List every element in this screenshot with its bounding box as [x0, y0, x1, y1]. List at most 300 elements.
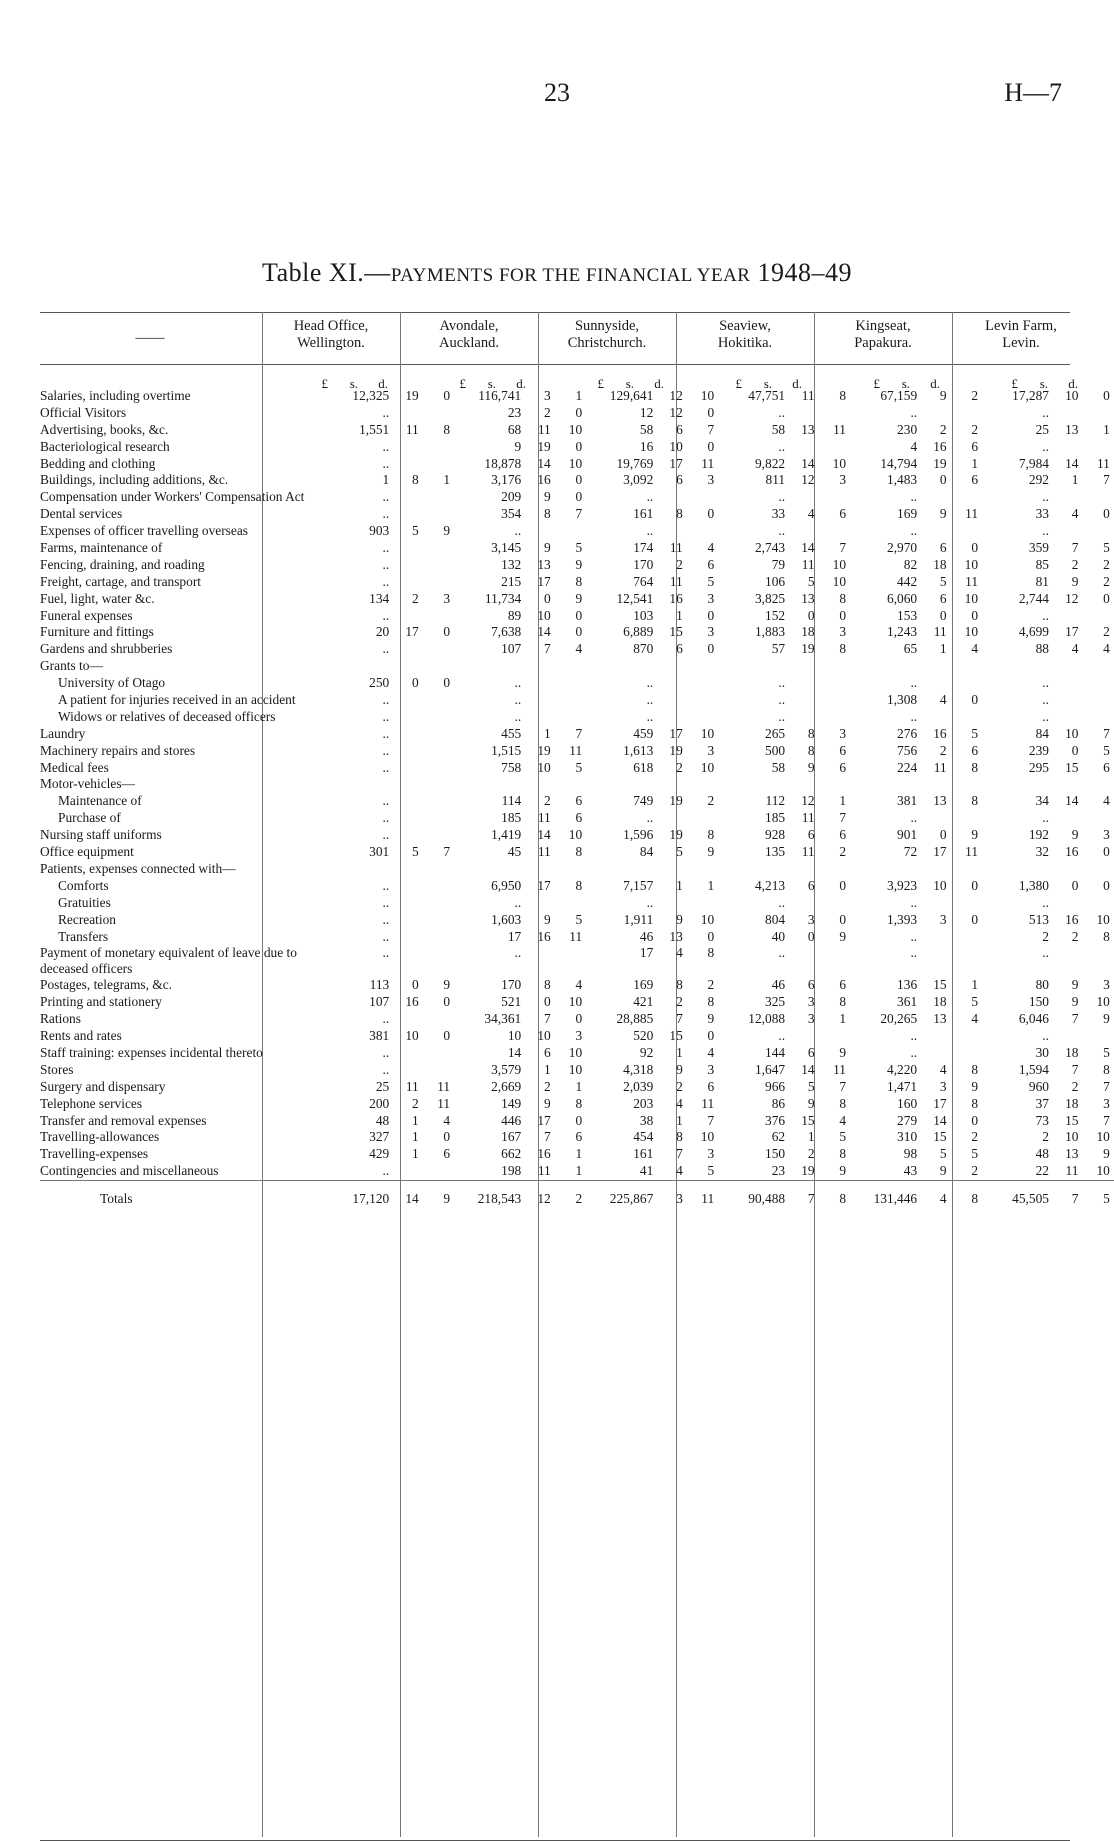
- cell-gap: [1110, 1062, 1114, 1079]
- pence-cell: [551, 776, 582, 793]
- pounds-cell: 32: [1035, 844, 1049, 860]
- pence-cell: 1: [839, 1011, 847, 1027]
- pence-cell: 8: [947, 1181, 978, 1208]
- pence-cell: 0: [1103, 590, 1110, 606]
- shillings-cell: [785, 895, 814, 912]
- shillings-cell: 14: [537, 827, 551, 843]
- shillings-cell: [1049, 895, 1078, 912]
- cell-gap: [1110, 1079, 1114, 1096]
- pence-cell: 9: [1103, 1146, 1110, 1162]
- pence-cell: [419, 557, 450, 574]
- pounds-cell: [982, 658, 1049, 675]
- shillings-cell: [1049, 439, 1078, 456]
- row-label: Laundry: [40, 725, 86, 741]
- pence-cell: [551, 945, 582, 977]
- pounds-cell: 2,970: [887, 540, 918, 556]
- pence-cell: 5: [575, 911, 583, 927]
- pence-cell: [1078, 523, 1109, 540]
- pounds-cell: 46: [771, 977, 786, 993]
- pounds-cell: 662: [501, 1146, 522, 1162]
- shillings-cell: 19: [669, 827, 683, 843]
- pounds-cell: 114: [501, 793, 522, 809]
- cell-gap: [1110, 726, 1114, 743]
- shillings-cell: [917, 405, 946, 422]
- column-header: [678, 318, 812, 352]
- shillings-cell: [1049, 608, 1078, 625]
- pounds-cell: ..: [646, 489, 654, 505]
- pounds-cell: ..: [382, 911, 390, 927]
- pence-cell: 0: [707, 438, 715, 454]
- pounds-cell: 804: [765, 911, 786, 927]
- cell-gap: [1110, 692, 1114, 709]
- table-row: [40, 1011, 1114, 1028]
- pence-cell: [815, 692, 846, 709]
- shillings-cell: 7: [1049, 1181, 1078, 1208]
- pence-cell: [419, 405, 450, 422]
- shillings-cell: 9: [544, 489, 551, 505]
- pence-cell: [1078, 489, 1109, 506]
- row-label: Bacteriological research: [40, 438, 170, 454]
- column-header-place: Auckland.: [439, 335, 499, 351]
- shillings-cell: 0: [939, 472, 947, 488]
- shillings-cell: [389, 608, 418, 625]
- pence-cell: 7: [839, 540, 847, 556]
- cell-gap: [1110, 912, 1114, 929]
- pounds-cell: ..: [382, 742, 390, 758]
- pounds-cell: 170: [501, 977, 522, 993]
- pence-cell: 8: [707, 945, 715, 961]
- pounds-cell: 150: [765, 1146, 786, 1162]
- shillings-cell: 11: [933, 759, 947, 775]
- pounds-cell: 429: [369, 1146, 390, 1162]
- cell-gap: [1110, 540, 1114, 557]
- pounds-cell: 12,088: [748, 1011, 786, 1027]
- shillings-cell: 14: [537, 455, 551, 471]
- table-row: [40, 472, 1114, 489]
- pounds-cell: 17: [507, 928, 522, 944]
- row-label: Grants to—: [40, 658, 103, 674]
- shillings-cell: 17: [537, 1112, 551, 1128]
- pounds-cell: 46: [639, 928, 654, 944]
- pounds-cell: 28,885: [616, 1011, 654, 1027]
- pounds-cell: 520: [633, 1028, 654, 1044]
- pounds-cell: 265: [765, 725, 786, 741]
- pence-cell: 10: [964, 590, 979, 606]
- row-label: A patient for injuries received in an accident: [58, 692, 296, 708]
- shillings-cell: 11: [537, 421, 551, 437]
- pounds-cell: ..: [910, 523, 918, 539]
- shillings-cell: [785, 692, 814, 709]
- corner-dash: ——: [135, 330, 165, 346]
- pounds-cell: ..: [382, 1163, 390, 1179]
- pounds-cell: [454, 658, 521, 675]
- pence-cell: 8: [575, 877, 583, 893]
- cell-gap: [1110, 1011, 1114, 1028]
- shillings-cell: 14: [801, 1061, 815, 1077]
- pounds-cell: 6,950: [491, 877, 522, 893]
- pounds-cell: ..: [910, 489, 918, 505]
- pence-cell: 0: [443, 388, 451, 403]
- pence-cell: [419, 827, 450, 844]
- shillings-cell: 7: [676, 1011, 683, 1027]
- unit-pounds: £: [321, 376, 328, 391]
- pence-cell: 5: [839, 1129, 847, 1145]
- pounds-cell: 500: [765, 742, 786, 758]
- table-row: [40, 861, 1114, 878]
- shillings-cell: 0: [544, 994, 551, 1010]
- pounds-cell: 152: [765, 607, 786, 623]
- pence-cell: [551, 709, 582, 726]
- pounds-cell: ..: [778, 438, 786, 454]
- shillings-cell: [521, 709, 550, 726]
- shillings-cell: 17: [1065, 624, 1079, 640]
- pounds-cell: 185: [765, 810, 786, 826]
- column-header-name: Levin Farm,: [985, 318, 1057, 334]
- shillings-cell: [1049, 489, 1078, 506]
- document-reference: H—7: [1004, 78, 1062, 107]
- pence-cell: 5: [1103, 742, 1110, 758]
- pence-cell: 2: [1103, 556, 1110, 572]
- shillings-cell: 1: [676, 877, 683, 893]
- pence-cell: [419, 810, 450, 827]
- row-label: Travelling-expenses: [40, 1146, 149, 1162]
- pounds-cell: ..: [382, 877, 390, 893]
- pounds-cell: ..: [382, 1044, 390, 1060]
- pounds-cell: ..: [514, 945, 522, 961]
- table-row: [40, 574, 1114, 591]
- row-label: Transfer and removal expenses: [40, 1112, 207, 1128]
- pence-cell: 5: [971, 725, 979, 741]
- cell-gap: [1110, 827, 1114, 844]
- cell-gap: [1110, 557, 1114, 574]
- shillings-cell: [521, 675, 550, 692]
- pence-cell: 7: [1103, 472, 1110, 488]
- pounds-cell: 218,543: [454, 1181, 521, 1208]
- shillings-cell: 13: [933, 793, 947, 809]
- pounds-cell: 17: [639, 945, 654, 961]
- pounds-cell: 17,287: [1012, 388, 1049, 403]
- pence-cell: 10: [700, 725, 715, 741]
- shillings-cell: 0: [939, 607, 947, 623]
- pence-cell: [419, 1062, 450, 1079]
- pounds-cell: 12,541: [616, 590, 654, 606]
- pounds-cell: 12,325: [352, 388, 390, 403]
- pounds-cell: 359: [1028, 540, 1049, 556]
- pence-cell: 5: [707, 573, 715, 589]
- unit-pence: d.: [654, 376, 664, 391]
- shillings-cell: 10: [537, 759, 551, 775]
- pence-cell: [419, 929, 450, 946]
- pounds-cell: 25: [1035, 421, 1049, 437]
- pounds-cell: 45,505: [982, 1181, 1049, 1208]
- pence-cell: 8: [815, 1181, 846, 1208]
- pounds-cell: ..: [382, 692, 390, 708]
- unit-pounds: £: [597, 376, 604, 391]
- unit-pounds: £: [735, 376, 742, 391]
- pence-cell: 8: [575, 844, 583, 860]
- pounds-cell: 132: [501, 556, 522, 572]
- pounds-cell: ..: [1042, 945, 1049, 961]
- pounds-cell: 1,483: [887, 472, 918, 488]
- shillings-cell: [917, 810, 946, 827]
- shillings-cell: 16: [669, 590, 683, 606]
- pounds-cell: 276: [897, 725, 918, 741]
- cell-gap: [1110, 1146, 1114, 1163]
- shillings-cell: 12: [669, 404, 683, 420]
- pence-cell: [1078, 861, 1109, 878]
- pence-cell: [419, 793, 450, 810]
- shillings-cell: 11: [669, 540, 683, 556]
- row-label: Bedding and clothing: [40, 455, 156, 471]
- pence-cell: 10: [700, 911, 715, 927]
- shillings-cell: [917, 895, 946, 912]
- pence-cell: [683, 523, 714, 540]
- cell-gap: [1110, 675, 1114, 692]
- shillings-cell: 19: [801, 641, 815, 657]
- pence-cell: 0: [575, 1112, 583, 1128]
- pounds-cell: 225,867: [586, 1181, 653, 1208]
- table-row: [40, 658, 1114, 675]
- shillings-cell: 15: [1065, 759, 1079, 775]
- pence-cell: 0: [575, 1011, 583, 1027]
- shillings-cell: [389, 827, 418, 844]
- pounds-cell: ..: [778, 489, 786, 505]
- pounds-cell: 749: [633, 793, 654, 809]
- shillings-cell: [785, 523, 814, 540]
- shillings-cell: 3: [544, 388, 551, 403]
- pounds-cell: 250: [369, 675, 390, 691]
- shillings-cell: 11: [537, 844, 551, 860]
- pence-cell: 0: [971, 1112, 979, 1128]
- shillings-cell: 3: [653, 1181, 682, 1208]
- unit-pounds: £: [873, 376, 880, 391]
- shillings-cell: 17: [405, 624, 419, 640]
- pounds-cell: [322, 776, 389, 793]
- pounds-cell: 57: [771, 641, 786, 657]
- pence-cell: 0: [971, 911, 979, 927]
- pence-cell: 11: [701, 455, 715, 471]
- pounds-cell: 73: [1035, 1112, 1049, 1128]
- shillings-cell: 10: [1065, 1129, 1079, 1145]
- pence-cell: 10: [964, 556, 979, 572]
- pounds-cell: 38: [639, 1112, 654, 1128]
- cell-gap: [1110, 994, 1114, 1011]
- pounds-cell: 1,243: [887, 624, 918, 640]
- table-row: [40, 624, 1114, 641]
- shillings-cell: 13: [669, 928, 683, 944]
- pounds-cell: 764: [633, 573, 654, 589]
- table-row: [40, 912, 1114, 929]
- pounds-cell: 1,380: [1018, 877, 1049, 893]
- pounds-cell: ..: [910, 928, 918, 944]
- pence-cell: 9: [839, 1163, 847, 1179]
- pounds-cell: 901: [897, 827, 918, 843]
- shillings-cell: 2: [412, 1095, 419, 1111]
- pounds-cell: 513: [1028, 911, 1049, 927]
- pence-cell: 0: [707, 641, 715, 657]
- shillings-cell: [389, 658, 418, 675]
- pounds-cell: 455: [501, 725, 522, 741]
- pence-cell: 10: [1096, 911, 1110, 927]
- table-row: [40, 1028, 1114, 1045]
- pounds-cell: 20,265: [880, 1011, 918, 1027]
- row-label: Official Visitors: [40, 404, 127, 420]
- title-year: 1948–49: [757, 258, 852, 287]
- shillings-cell: [917, 945, 946, 977]
- pence-cell: 6: [839, 759, 847, 775]
- pounds-cell: 325: [765, 994, 786, 1010]
- pence-cell: [947, 945, 978, 977]
- row-label: Patients, expenses connected with—: [40, 860, 236, 876]
- pounds-cell: 150: [1028, 994, 1049, 1010]
- pence-cell: 11: [833, 421, 847, 437]
- pence-cell: [419, 878, 450, 895]
- shillings-cell: 17: [669, 455, 683, 471]
- shillings-cell: 4: [939, 1061, 947, 1077]
- cell-gap: [1110, 1113, 1114, 1130]
- pence-cell: [1078, 945, 1109, 977]
- cell-gap: [1110, 574, 1114, 591]
- shillings-cell: 5: [939, 1146, 947, 1162]
- shillings-cell: 2: [412, 590, 419, 606]
- pounds-cell: 4: [910, 438, 918, 454]
- shillings-cell: [653, 675, 682, 692]
- pounds-cell: 758: [501, 759, 522, 775]
- pence-cell: [683, 692, 714, 709]
- pounds-cell: 6,060: [887, 590, 918, 606]
- pounds-cell: [850, 776, 917, 793]
- table-row: [40, 1113, 1114, 1130]
- shillings-cell: 14: [1065, 455, 1079, 471]
- table-row: [40, 692, 1114, 709]
- pence-cell: 7: [1103, 1078, 1110, 1094]
- column-header: [402, 318, 536, 352]
- pounds-cell: ..: [778, 1028, 786, 1044]
- pence-cell: 3: [443, 590, 451, 606]
- cell-gap: [1110, 388, 1114, 405]
- pounds-cell: 33: [1035, 506, 1049, 522]
- shillings-cell: 1: [1071, 472, 1079, 488]
- pounds-cell: 58: [771, 421, 786, 437]
- table-row: [40, 994, 1114, 1011]
- pence-cell: [815, 489, 846, 506]
- pence-cell: 0: [707, 1028, 715, 1044]
- pence-cell: 11: [701, 1095, 715, 1111]
- table-row: [40, 1146, 1114, 1163]
- pence-cell: [419, 1163, 450, 1180]
- table-row: [40, 895, 1114, 912]
- shillings-cell: 9: [676, 911, 683, 927]
- pence-cell: 1: [443, 472, 451, 488]
- table-row: [40, 506, 1114, 523]
- table-row: [40, 726, 1114, 743]
- pounds-cell: ..: [1042, 708, 1049, 724]
- shillings-cell: [1049, 692, 1078, 709]
- shillings-cell: 11: [933, 624, 947, 640]
- shillings-cell: 7: [544, 1011, 551, 1027]
- table-row: [40, 1163, 1114, 1180]
- pounds-cell: ..: [382, 928, 390, 944]
- pence-cell: 7: [575, 506, 583, 522]
- pounds-cell: ..: [910, 810, 918, 826]
- pounds-cell: 1,515: [491, 742, 522, 758]
- shillings-cell: [389, 793, 418, 810]
- pence-cell: 9: [443, 523, 451, 539]
- shillings-cell: 2: [544, 404, 551, 420]
- pounds-cell: ..: [382, 708, 390, 724]
- shillings-cell: 5: [676, 844, 683, 860]
- pence-cell: [815, 895, 846, 912]
- pence-cell: 2: [971, 388, 979, 403]
- pence-cell: [683, 675, 714, 692]
- pence-cell: [815, 405, 846, 422]
- table-row: [40, 1062, 1114, 1079]
- shillings-cell: [521, 692, 550, 709]
- pounds-cell: 1,596: [623, 827, 654, 843]
- pence-cell: 3: [707, 590, 715, 606]
- shillings-cell: [389, 456, 418, 473]
- pence-cell: [947, 405, 978, 422]
- pounds-cell: 41: [639, 1163, 654, 1179]
- shillings-cell: 9: [939, 506, 947, 522]
- shillings-cell: [1049, 776, 1078, 793]
- pounds-cell: ..: [910, 708, 918, 724]
- shillings-cell: 6: [939, 540, 947, 556]
- shillings-cell: 4: [939, 692, 947, 708]
- shillings-cell: [389, 929, 418, 946]
- pounds-cell: 113: [369, 977, 390, 993]
- cell-gap: [1110, 456, 1114, 473]
- column-header-name: Avondale,: [439, 318, 499, 334]
- shillings-cell: 1: [807, 1129, 815, 1145]
- pounds-cell: 20: [375, 624, 390, 640]
- pounds-cell: ..: [646, 523, 654, 539]
- shillings-cell: [917, 489, 946, 506]
- pounds-cell: 301: [369, 844, 390, 860]
- shillings-cell: [653, 709, 682, 726]
- shillings-cell: 14: [389, 1181, 418, 1208]
- pounds-cell: 144: [765, 1044, 786, 1060]
- pounds-cell: ..: [646, 692, 654, 708]
- unit-pounds: £: [1011, 376, 1018, 391]
- shillings-cell: 11: [537, 1163, 551, 1179]
- shillings-cell: 18: [1065, 1044, 1079, 1060]
- shillings-cell: 1: [676, 1112, 683, 1128]
- shillings-cell: 1: [412, 1112, 419, 1128]
- pounds-cell: 203: [633, 1095, 654, 1111]
- pounds-cell: 6,889: [623, 624, 654, 640]
- shillings-cell: [653, 776, 682, 793]
- pence-cell: [947, 709, 978, 726]
- shillings-cell: 6: [807, 977, 815, 993]
- pounds-cell: 80: [1035, 977, 1049, 993]
- shillings-cell: 2: [1071, 556, 1079, 572]
- pounds-cell: 7,157: [623, 877, 654, 893]
- pence-cell: 0: [707, 928, 715, 944]
- pence-cell: 4: [575, 641, 583, 657]
- shillings-cell: [389, 405, 418, 422]
- pence-cell: 11: [683, 1181, 714, 1208]
- row-label: Farms, maintenance of: [40, 540, 163, 556]
- unit-shillings: s.: [625, 376, 634, 391]
- pounds-cell: 960: [1028, 1078, 1049, 1094]
- pence-cell: [683, 810, 714, 827]
- pounds-cell: 16: [639, 438, 654, 454]
- header-rule: [40, 364, 1070, 365]
- pounds-cell: ..: [382, 438, 390, 454]
- pounds-cell: 112: [765, 793, 786, 809]
- pounds-cell: ..: [1042, 607, 1049, 623]
